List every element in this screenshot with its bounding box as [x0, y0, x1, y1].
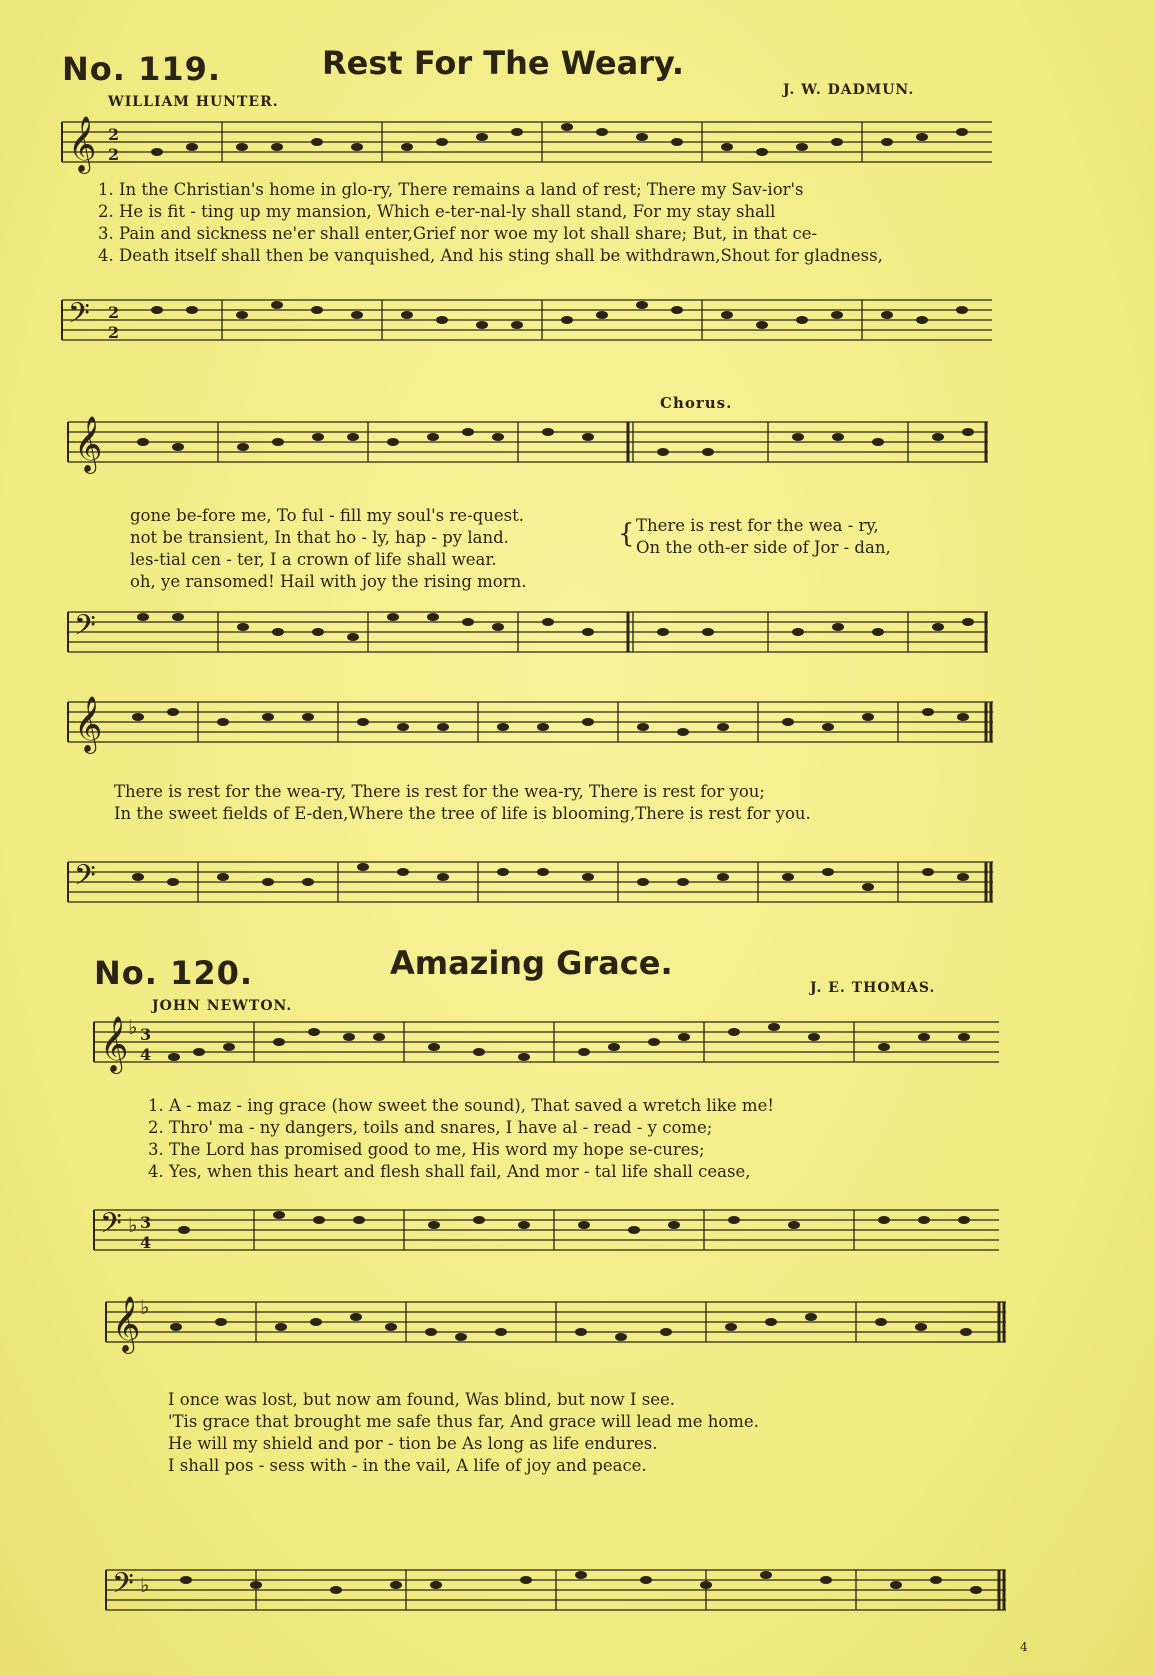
- verse-lyric-line: I shall pos - sess with - in the vail, A life of joy and peace.: [168, 1456, 647, 1475]
- svg-text:2: 2: [108, 323, 120, 342]
- bass-staff: [62, 290, 992, 360]
- composer-credit: J. W. DADMUN.: [783, 82, 915, 98]
- hymn-number: No. 119.: [62, 50, 222, 88]
- verse-lyric-line: 2. He is fit - ting up my mansion, Which e-ter-nal-ly shall stand, For my stay shall: [98, 202, 776, 221]
- bass-staff: [68, 602, 988, 672]
- verse-lyric-line: 4. Yes, when this heart and flesh shall fail, And mor - tal life shall cease,: [148, 1162, 751, 1181]
- verse-lyric-line: 4. Death itself shall then be vanquished, And his sting shall be withdrawn,Shout for gladness,: [98, 246, 883, 265]
- svg-text:♭: ♭: [140, 1573, 150, 1597]
- svg-text:𝄞: 𝄞: [100, 1016, 129, 1072]
- brace: {: [618, 519, 635, 549]
- page-number: 4: [1020, 1640, 1028, 1654]
- svg-text:𝄞: 𝄞: [68, 116, 97, 172]
- treble-staff: [62, 110, 992, 190]
- svg-text:𝄞: 𝄞: [74, 416, 103, 472]
- svg-text:𝄞: 𝄞: [74, 696, 103, 752]
- svg-text:2: 2: [108, 125, 120, 144]
- svg-text:𝄢: 𝄢: [112, 1567, 134, 1607]
- bass-staff: [106, 1560, 1006, 1630]
- svg-text:♭: ♭: [128, 1015, 138, 1039]
- hymn-title: Rest For The Weary.: [322, 44, 685, 82]
- lyricist-credit: JOHN NEWTON.: [152, 998, 293, 1014]
- bass-staff: [94, 1200, 999, 1270]
- verse-lyric-line: 1. A - maz - ing grace (how sweet the sound), That saved a wretch like me!: [148, 1096, 774, 1115]
- svg-text:♭: ♭: [128, 1213, 138, 1237]
- svg-text:𝄢: 𝄢: [68, 297, 90, 337]
- chorus-lyric-line: In the sweet fields of E-den,Where the tree of life is blooming,There is rest for you.: [114, 804, 811, 823]
- treble-staff: [106, 1290, 1006, 1370]
- treble-staff: [68, 690, 993, 770]
- verse-lyric-line: 1. In the Christian's home in glo-ry, There remains a land of rest; There my Sav-ior's: [98, 180, 804, 199]
- composer-credit: J. E. THOMAS.: [810, 980, 936, 996]
- svg-text:3: 3: [140, 1025, 152, 1044]
- verse-lyric-line: I once was lost, but now am found, Was blind, but now I see.: [168, 1390, 675, 1409]
- treble-staff: [68, 410, 988, 490]
- hymn-number: No. 120.: [94, 954, 254, 992]
- svg-text:2: 2: [108, 145, 120, 164]
- chorus-label: Chorus.: [660, 394, 733, 412]
- svg-text:𝄞: 𝄞: [112, 1296, 141, 1352]
- treble-staff: [94, 1010, 999, 1090]
- verse-lyric-line: les-tial cen - ter, I a crown of life shall wear.: [130, 550, 497, 569]
- verse-lyric-line: not be transient, In that ho - ly, hap - py land.: [130, 528, 509, 547]
- lyricist-credit: WILLIAM HUNTER.: [108, 94, 279, 110]
- svg-text:𝄢: 𝄢: [100, 1207, 122, 1247]
- svg-text:♭: ♭: [140, 1295, 150, 1319]
- chorus-lyric-line: There is rest for the wea-ry, There is rest for the wea-ry, There is rest for you;: [114, 782, 765, 801]
- hymn-title: Amazing Grace.: [390, 944, 673, 982]
- svg-text:𝄢: 𝄢: [74, 859, 96, 899]
- verse-lyric-line: oh, ye ransomed! Hail with joy the rising morn.: [130, 572, 527, 591]
- verse-lyric-line: 'Tis grace that brought me safe thus far, And grace will lead me home.: [168, 1412, 759, 1431]
- verse-lyric-line: 2. Thro' ma - ny dangers, toils and snares, I have al - read - y come;: [148, 1118, 713, 1137]
- svg-text:4: 4: [140, 1233, 152, 1252]
- verse-lyric-line: He will my shield and por - tion be As long as life endures.: [168, 1434, 658, 1453]
- svg-text:4: 4: [140, 1045, 152, 1064]
- svg-text:𝄢: 𝄢: [74, 609, 96, 649]
- chorus-lyric-line: There is rest for the wea - ry,: [636, 516, 879, 535]
- verse-lyric-line: 3. The Lord has promised good to me, His word my hope se-cures;: [148, 1140, 705, 1159]
- svg-text:2: 2: [108, 303, 120, 322]
- bass-staff: [68, 852, 993, 922]
- svg-text:3: 3: [140, 1213, 152, 1232]
- verse-lyric-line: 3. Pain and sickness ne'er shall enter,Grief nor woe my lot shall share; But, in that ce-: [98, 224, 818, 243]
- chorus-lyric-line: On the oth-er side of Jor - dan,: [636, 538, 891, 557]
- verse-lyric-line: gone be-fore me, To ful - fill my soul's re-quest.: [130, 506, 524, 525]
